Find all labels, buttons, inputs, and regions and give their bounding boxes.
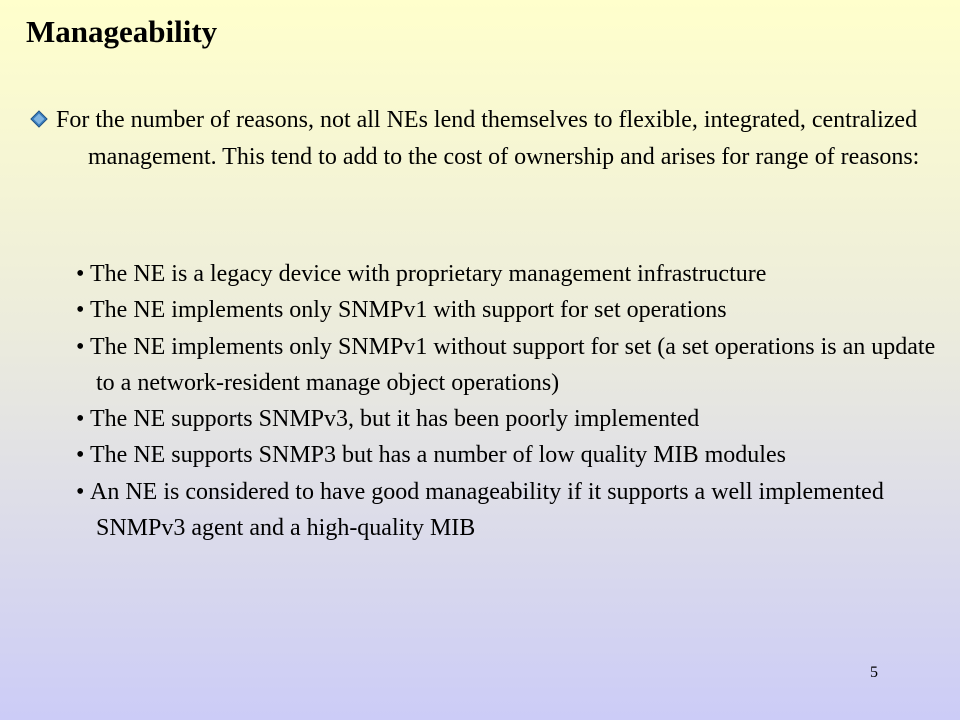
bullet-dot-icon: • [76, 442, 85, 469]
list-item-text: The NE implements only SNMPv1 without support for set (a set operations is an update to a network-resident manage object operations) [90, 333, 936, 396]
list-item-text: The NE supports SNMPv3, but it has been poorly implemented [90, 406, 700, 433]
intro-paragraph [30, 102, 930, 175]
list-item-text: The NE supports SNMP3 but has a number of low quality MIB modules [90, 442, 786, 469]
bullet-dot-icon: • [76, 297, 85, 324]
list-item-text: An NE is considered to have good manageability if it supports a well implemented SNMPv3 agent and a high-quality MIB [90, 478, 884, 542]
slide-title: Manageability [26, 14, 218, 49]
bullet-dot-icon: • [76, 406, 85, 433]
list-item-text: The NE implements only SNMPv1 with support for set operations [90, 297, 727, 324]
bullet-dot-icon: • [76, 333, 85, 360]
bullet-dot-icon: • [76, 261, 85, 287]
bullet-list [74, 256, 950, 546]
page-number: 5 [870, 664, 878, 681]
list-item [74, 329, 950, 402]
list-item [74, 474, 950, 547]
list-item [74, 256, 950, 292]
list-item [74, 401, 950, 437]
list-item-text: The NE is a legacy device with proprietary management infrastructure [90, 261, 767, 287]
intro-text: For the number of reasons, not all NEs lend themselves to flexible, integrated, centralized management. This tend to add to the cost of ownership and arises for range of reasons: [56, 107, 920, 170]
bullet-dot-icon: • [76, 478, 85, 505]
list-item [74, 437, 950, 473]
list-item [74, 292, 950, 328]
diamond-bullet-icon [30, 110, 48, 128]
